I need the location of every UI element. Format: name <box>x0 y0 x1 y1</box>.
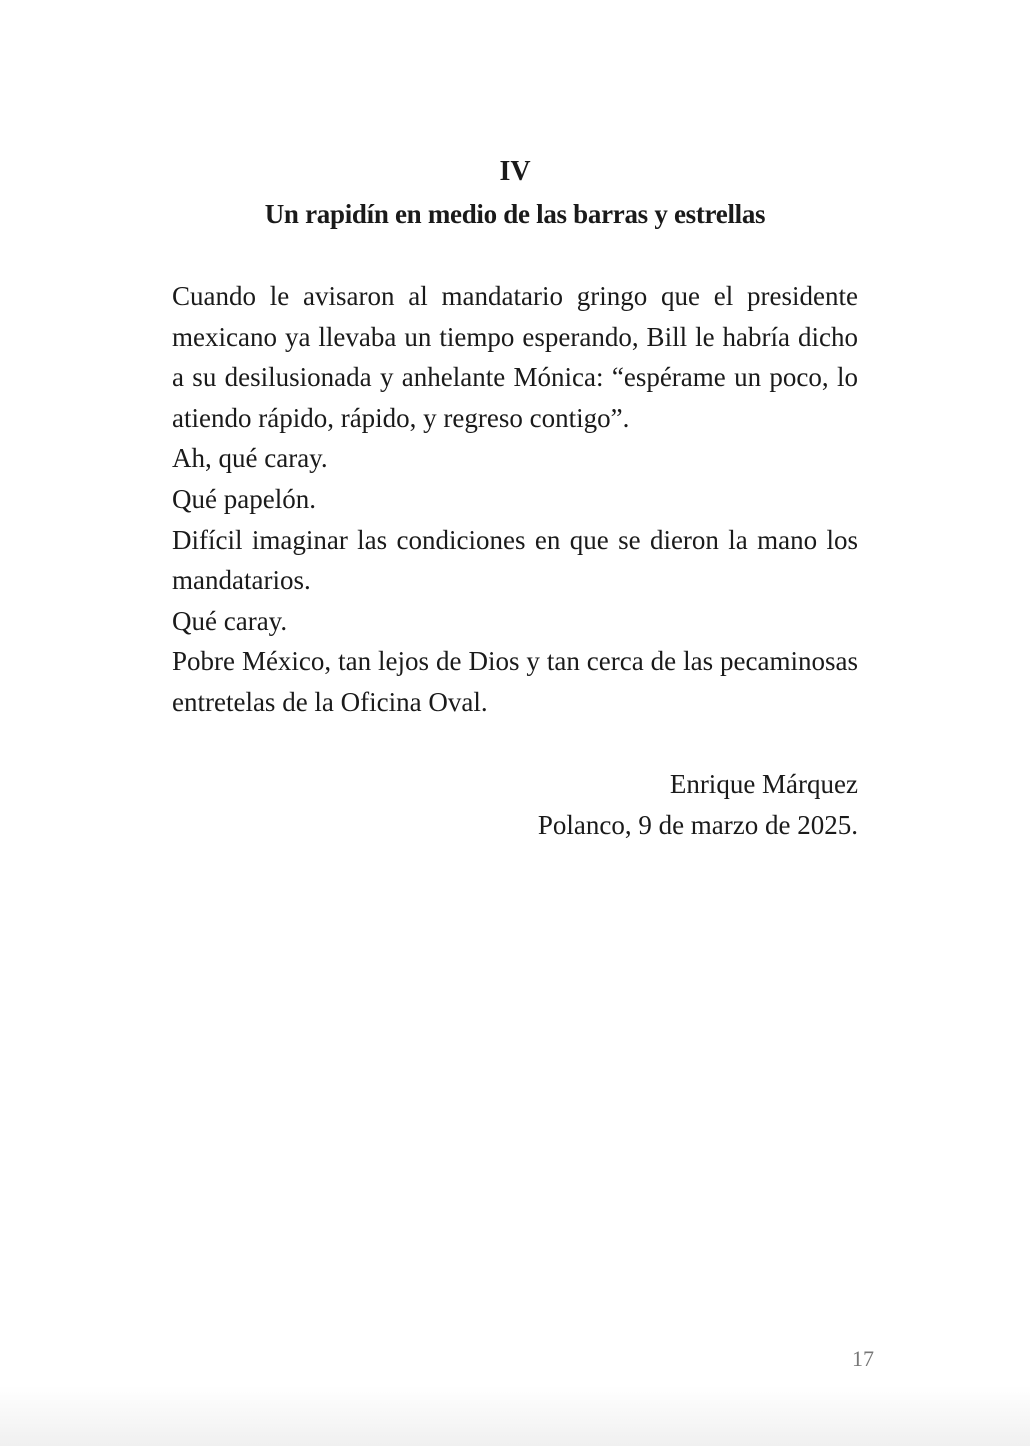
author-name: Enrique Márquez <box>669 769 858 799</box>
page-number: 17 <box>852 1346 874 1371</box>
body-text <box>172 276 858 723</box>
place-date: Polanco, 9 de marzo de 2025. <box>537 810 858 840</box>
paragraph: Ah, qué caray. <box>172 443 328 474</box>
paragraph: Qué caray. <box>172 605 288 636</box>
page-edge-shadow <box>0 1386 1030 1446</box>
signature-block <box>172 764 858 846</box>
chapter-number: IV <box>499 156 531 187</box>
paragraph: Qué papelón. <box>172 483 316 514</box>
paragraph: Pobre México, tan lejos de Dios y tan cerca de las pecaminosas entretelas de la Oficina Oval. <box>172 646 858 717</box>
paragraph: Cuando le avisaron al mandatario gringo que el presidente mexicano ya llevaba un tiempo esperando, Bill le habría dicho a su desilusionada y anhelante Mónica: “espérame un poco, lo atiendo rápido, rápido, y regreso contigo”. <box>172 281 858 433</box>
chapter-title: Un rapidín en medio de las barras y estrellas <box>264 199 766 229</box>
paragraph: Difícil imaginar las condiciones en que se dieron la mano los mandatarios. <box>172 524 858 596</box>
